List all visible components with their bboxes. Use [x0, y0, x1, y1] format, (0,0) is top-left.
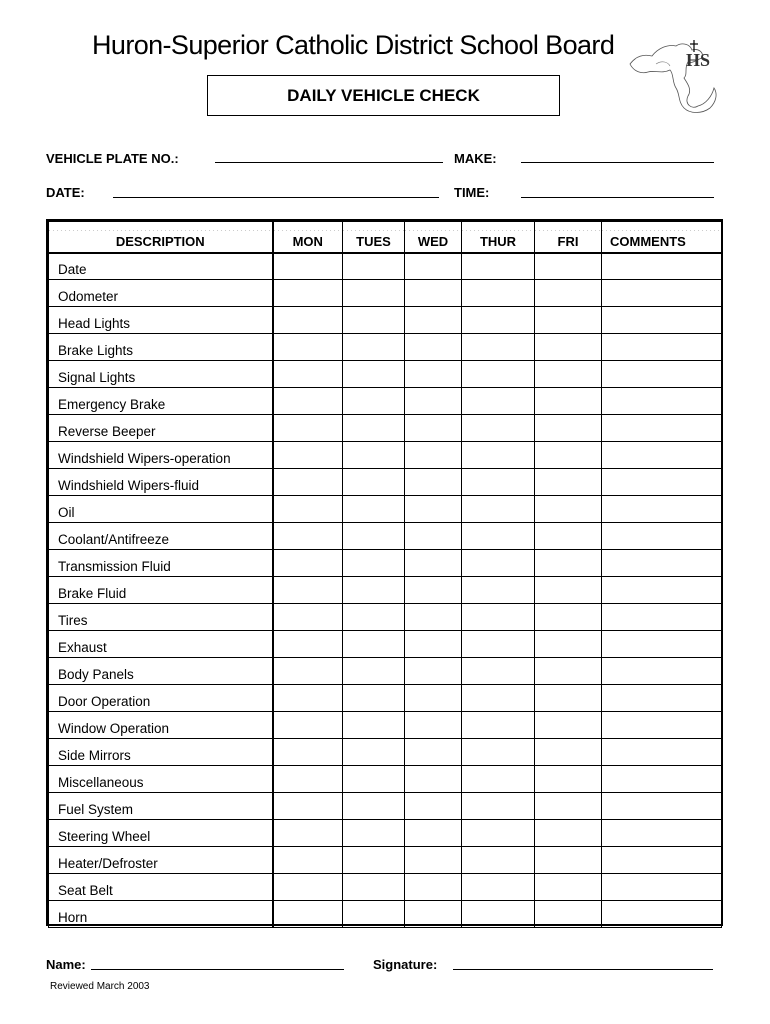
row-label: Date [49, 253, 273, 280]
check-cell-comments[interactable] [602, 280, 722, 307]
check-cell-fri[interactable] [535, 685, 602, 712]
check-cell-thur[interactable] [462, 388, 535, 415]
table-row [49, 280, 722, 307]
check-cell-fri[interactable] [535, 577, 602, 604]
check-cell-fri[interactable] [535, 847, 602, 874]
table-row [49, 415, 722, 442]
table-row [49, 739, 722, 766]
plate-label: VEHICLE PLATE NO.: [46, 151, 179, 166]
column-header-description: DESCRIPTION [49, 222, 273, 253]
check-cell-comments[interactable] [602, 334, 722, 361]
check-cell-tues[interactable] [343, 658, 405, 685]
check-cell-wed[interactable] [405, 793, 462, 820]
row-label: Tires [49, 604, 273, 631]
check-cell-thur[interactable] [462, 523, 535, 550]
check-cell-fri[interactable] [535, 658, 602, 685]
table-row [49, 523, 722, 550]
check-cell-mon[interactable] [273, 847, 343, 874]
table-row [49, 388, 722, 415]
check-cell-tues[interactable] [343, 739, 405, 766]
row-label: Exhaust [49, 631, 273, 658]
check-cell-mon[interactable] [273, 631, 343, 658]
check-cell-fri[interactable] [535, 712, 602, 739]
check-cell-thur[interactable] [462, 712, 535, 739]
table-row [49, 658, 722, 685]
table-row [49, 901, 722, 928]
check-cell-tues[interactable] [343, 766, 405, 793]
table-body [49, 253, 722, 928]
check-cell-mon[interactable] [273, 712, 343, 739]
date-input-line[interactable] [113, 197, 439, 198]
check-cell-tues[interactable] [343, 253, 405, 280]
check-cell-comments[interactable] [602, 685, 722, 712]
table-row [49, 550, 722, 577]
row-label: Window Operation [49, 712, 273, 739]
check-cell-thur[interactable] [462, 739, 535, 766]
check-cell-wed[interactable] [405, 766, 462, 793]
check-cell-comments[interactable] [602, 469, 722, 496]
check-cell-thur[interactable] [462, 442, 535, 469]
table-row [49, 361, 722, 388]
check-cell-mon[interactable] [273, 685, 343, 712]
row-label: Miscellaneous [49, 766, 273, 793]
check-cell-tues[interactable] [343, 496, 405, 523]
table-row [49, 874, 722, 901]
column-header-thur: THUR [462, 222, 535, 253]
check-cell-comments[interactable] [602, 388, 722, 415]
signature-label: Signature: [373, 957, 438, 972]
make-input-line[interactable] [521, 162, 714, 163]
check-cell-tues[interactable] [343, 631, 405, 658]
check-cell-mon[interactable] [273, 280, 343, 307]
check-cell-mon[interactable] [273, 361, 343, 388]
row-label: Horn [49, 901, 273, 928]
check-cell-tues[interactable] [343, 523, 405, 550]
check-cell-wed[interactable] [405, 631, 462, 658]
check-cell-tues[interactable] [343, 685, 405, 712]
row-label: Fuel System [49, 793, 273, 820]
check-cell-fri[interactable] [535, 766, 602, 793]
time-input-line[interactable] [521, 197, 714, 198]
check-cell-comments[interactable] [602, 577, 722, 604]
check-cell-wed[interactable] [405, 361, 462, 388]
check-cell-fri[interactable] [535, 874, 602, 901]
name-input-line[interactable] [91, 969, 344, 970]
table-row [49, 577, 722, 604]
check-cell-wed[interactable] [405, 415, 462, 442]
check-cell-tues[interactable] [343, 307, 405, 334]
row-label: Odometer [49, 280, 273, 307]
check-cell-wed[interactable] [405, 658, 462, 685]
check-cell-comments[interactable] [602, 496, 722, 523]
table-row [49, 253, 722, 280]
check-cell-fri[interactable] [535, 739, 602, 766]
check-cell-mon[interactable] [273, 874, 343, 901]
check-cell-tues[interactable] [343, 874, 405, 901]
table-row [49, 766, 722, 793]
column-header-tues: TUES [343, 222, 405, 253]
row-label: Steering Wheel [49, 820, 273, 847]
check-cell-wed[interactable] [405, 550, 462, 577]
check-cell-mon[interactable] [273, 658, 343, 685]
check-cell-thur[interactable] [462, 253, 535, 280]
table-row [49, 793, 722, 820]
check-cell-fri[interactable] [535, 820, 602, 847]
make-label: MAKE: [454, 151, 497, 166]
table-row [49, 604, 722, 631]
check-cell-wed[interactable] [405, 388, 462, 415]
row-label: Brake Lights [49, 334, 273, 361]
check-cell-thur[interactable] [462, 604, 535, 631]
check-cell-mon[interactable] [273, 766, 343, 793]
check-cell-thur[interactable] [462, 847, 535, 874]
check-cell-wed[interactable] [405, 820, 462, 847]
check-cell-mon[interactable] [273, 793, 343, 820]
check-cell-thur[interactable] [462, 280, 535, 307]
row-label: Windshield Wipers-operation [49, 442, 273, 469]
date-label: DATE: [46, 185, 85, 200]
check-cell-tues[interactable] [343, 550, 405, 577]
check-cell-wed[interactable] [405, 469, 462, 496]
check-cell-fri[interactable] [535, 307, 602, 334]
check-cell-fri[interactable] [535, 442, 602, 469]
check-cell-mon[interactable] [273, 820, 343, 847]
check-cell-mon[interactable] [273, 469, 343, 496]
check-cell-fri[interactable] [535, 334, 602, 361]
check-cell-fri[interactable] [535, 496, 602, 523]
check-cell-tues[interactable] [343, 415, 405, 442]
row-label: Oil [49, 496, 273, 523]
check-cell-tues[interactable] [343, 847, 405, 874]
name-label: Name: [46, 957, 86, 972]
row-label: Head Lights [49, 307, 273, 334]
check-cell-thur[interactable] [462, 415, 535, 442]
check-cell-mon[interactable] [273, 577, 343, 604]
table-header-row [49, 222, 722, 253]
row-label: Side Mirrors [49, 739, 273, 766]
check-cell-wed[interactable] [405, 874, 462, 901]
vehicle-check-table [46, 219, 723, 926]
check-cell-comments[interactable] [602, 307, 722, 334]
signature-input-line[interactable] [453, 969, 713, 970]
check-cell-thur[interactable] [462, 334, 535, 361]
check-cell-mon[interactable] [273, 523, 343, 550]
table-row [49, 469, 722, 496]
check-cell-wed[interactable] [405, 604, 462, 631]
check-cell-tues[interactable] [343, 712, 405, 739]
check-cell-mon[interactable] [273, 901, 343, 928]
check-cell-mon[interactable] [273, 253, 343, 280]
check-cell-mon[interactable] [273, 739, 343, 766]
check-cell-mon[interactable] [273, 442, 343, 469]
check-cell-comments[interactable] [602, 253, 722, 280]
check-cell-thur[interactable] [462, 658, 535, 685]
check-cell-comments[interactable] [602, 874, 722, 901]
check-cell-wed[interactable] [405, 739, 462, 766]
check-cell-fri[interactable] [535, 388, 602, 415]
check-cell-fri[interactable] [535, 361, 602, 388]
check-cell-thur[interactable] [462, 361, 535, 388]
check-cell-comments[interactable] [602, 820, 722, 847]
check-cell-wed[interactable] [405, 442, 462, 469]
check-cell-comments[interactable] [602, 415, 722, 442]
check-cell-mon[interactable] [273, 550, 343, 577]
check-cell-tues[interactable] [343, 604, 405, 631]
check-cell-comments[interactable] [602, 442, 722, 469]
check-cell-thur[interactable] [462, 685, 535, 712]
check-cell-wed[interactable] [405, 496, 462, 523]
check-cell-tues[interactable] [343, 388, 405, 415]
form-title: DAILY VEHICLE CHECK [207, 75, 560, 116]
check-cell-comments[interactable] [602, 658, 722, 685]
check-cell-thur[interactable] [462, 550, 535, 577]
table-row [49, 307, 722, 334]
check-cell-comments[interactable] [602, 793, 722, 820]
check-cell-tues[interactable] [343, 361, 405, 388]
row-label: Emergency Brake [49, 388, 273, 415]
check-cell-fri[interactable] [535, 253, 602, 280]
column-header-mon: MON [273, 222, 343, 253]
check-cell-mon[interactable] [273, 415, 343, 442]
check-cell-comments[interactable] [602, 739, 722, 766]
school-board-logo [626, 34, 722, 114]
column-header-wed: WED [405, 222, 462, 253]
row-label: Reverse Beeper [49, 415, 273, 442]
check-cell-tues[interactable] [343, 901, 405, 928]
row-label: Signal Lights [49, 361, 273, 388]
check-cell-tues[interactable] [343, 577, 405, 604]
checklist-grid [48, 221, 722, 928]
check-cell-comments[interactable] [602, 604, 722, 631]
check-cell-wed[interactable] [405, 577, 462, 604]
table-row [49, 631, 722, 658]
column-header-comments: COMMENTS [602, 222, 722, 253]
check-cell-wed[interactable] [405, 685, 462, 712]
table-row [49, 847, 722, 874]
check-cell-tues[interactable] [343, 442, 405, 469]
check-cell-wed[interactable] [405, 253, 462, 280]
check-cell-tues[interactable] [343, 793, 405, 820]
check-cell-fri[interactable] [535, 280, 602, 307]
check-cell-comments[interactable] [602, 712, 722, 739]
check-cell-comments[interactable] [602, 901, 722, 928]
check-cell-thur[interactable] [462, 766, 535, 793]
table-row [49, 712, 722, 739]
check-cell-fri[interactable] [535, 415, 602, 442]
check-cell-comments[interactable] [602, 523, 722, 550]
check-cell-tues[interactable] [343, 469, 405, 496]
check-cell-wed[interactable] [405, 280, 462, 307]
row-label: Seat Belt [49, 874, 273, 901]
check-cell-fri[interactable] [535, 631, 602, 658]
check-cell-thur[interactable] [462, 496, 535, 523]
time-label: TIME: [454, 185, 490, 200]
check-cell-thur[interactable] [462, 307, 535, 334]
table-row [49, 442, 722, 469]
plate-input-line[interactable] [215, 162, 443, 163]
check-cell-wed[interactable] [405, 847, 462, 874]
check-cell-wed[interactable] [405, 307, 462, 334]
row-label: Coolant/Antifreeze [49, 523, 273, 550]
check-cell-fri[interactable] [535, 523, 602, 550]
organization-title: Huron-Superior Catholic District School Board [92, 30, 615, 60]
table-row [49, 820, 722, 847]
check-cell-fri[interactable] [535, 469, 602, 496]
check-cell-wed[interactable] [405, 901, 462, 928]
table-row [49, 334, 722, 361]
check-cell-tues[interactable] [343, 334, 405, 361]
check-cell-comments[interactable] [602, 766, 722, 793]
reviewed-note: Reviewed March 2003 [50, 981, 150, 992]
check-cell-wed[interactable] [405, 523, 462, 550]
check-cell-thur[interactable] [462, 631, 535, 658]
check-cell-thur[interactable] [462, 874, 535, 901]
row-label: Body Panels [49, 658, 273, 685]
check-cell-thur[interactable] [462, 820, 535, 847]
check-cell-thur[interactable] [462, 901, 535, 928]
column-header-fri: FRI [535, 222, 602, 253]
check-cell-wed[interactable] [405, 712, 462, 739]
check-cell-thur[interactable] [462, 793, 535, 820]
logo-monogram: HS [686, 50, 711, 70]
check-cell-mon[interactable] [273, 334, 343, 361]
check-cell-fri[interactable] [535, 901, 602, 928]
check-cell-mon[interactable] [273, 307, 343, 334]
check-cell-fri[interactable] [535, 550, 602, 577]
check-cell-mon[interactable] [273, 496, 343, 523]
check-cell-comments[interactable] [602, 550, 722, 577]
check-cell-comments[interactable] [602, 847, 722, 874]
check-cell-comments[interactable] [602, 631, 722, 658]
row-label: Brake Fluid [49, 577, 273, 604]
check-cell-tues[interactable] [343, 280, 405, 307]
row-label: Transmission Fluid [49, 550, 273, 577]
check-cell-thur[interactable] [462, 469, 535, 496]
check-cell-mon[interactable] [273, 388, 343, 415]
row-label: Windshield Wipers-fluid [49, 469, 273, 496]
table-row [49, 496, 722, 523]
table-row [49, 685, 722, 712]
check-cell-comments[interactable] [602, 361, 722, 388]
check-cell-wed[interactable] [405, 334, 462, 361]
row-label: Heater/Defroster [49, 847, 273, 874]
check-cell-mon[interactable] [273, 604, 343, 631]
check-cell-tues[interactable] [343, 820, 405, 847]
check-cell-thur[interactable] [462, 577, 535, 604]
check-cell-fri[interactable] [535, 604, 602, 631]
row-label: Door Operation [49, 685, 273, 712]
check-cell-fri[interactable] [535, 793, 602, 820]
